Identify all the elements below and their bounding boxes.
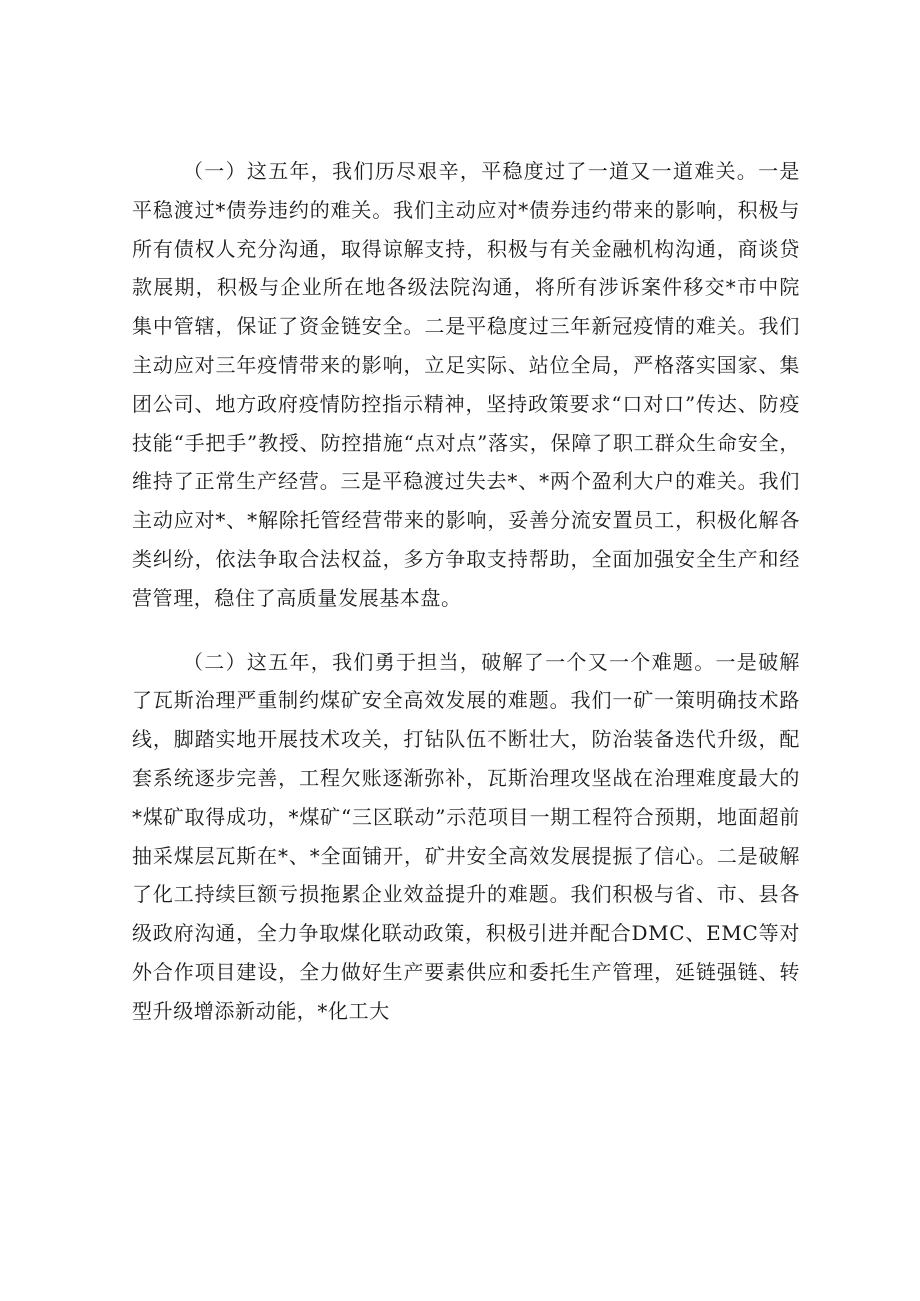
paragraph-1: （一）这五年，我们历尽艰辛，平稳度过了一道又一道难关。一是平稳渡过*债券违约的难关。我们主动应对*债券违约带来的影响，积极与所有债权人充分沟通，取得谅解支持，积极与有关金融机构沟通，商谈贷款展期，积极与企业所在地各级法院沟通，将所有涉诉案件移交*市中院集中管辖，保证了资金链安全。二是平稳度过三年新冠疫情的难关。我们主动应对三年疫情带来的影响，立足实际、站位全局，严格落实国家、集团公司、地方政府疫情防控指示精神，坚持政策要求“口对口”传达、防疫技能“手把手”教授、防控措施“点对点”落实，保障了职工群众生命安全，维持了正常生产经营。三是平稳渡过失去*、*两个盈利大户的难关。我们主动应对*、*解除托管经营带来的影响，妥善分流安置员工，积极化解各类纠纷，依法争取合法权益，多方争取支持帮助，全面加强安全生产和经营管理，稳住了高质量发展基本盘。 xyxy=(132,159,800,610)
paragraph-2: （二）这五年，我们勇于担当，破解了一个又一个难题。一是破解了瓦斯治理严重制约煤矿安全高效发展的难题。我们一矿一策明确技术路线，脚踏实地开展技术攻关，打钻队伍不断壮大，防治装备迭代升级，配套系统逐步完善，工程欠账逐渐弥补，瓦斯治理攻坚战在治理难度最大的*煤矿取得成功，*煤矿“三区联动”示范项目一期工程符合预期，地面超前抽采煤层瓦斯在*、*全面铺开，矿井安全高效发展提振了信心。二是破解了化工持续巨额亏损拖累企业效益提升的难题。我们积极与省、市、县各级政府沟通，全力争取煤化联动政策，积极引进并配合DMC、EMC等对外合作项目建设，全力做好生产要素供应和委托生产管理，延链强链、转型升级增添新动能，*化工大 xyxy=(132,649,800,1023)
document-body xyxy=(132,152,800,1031)
